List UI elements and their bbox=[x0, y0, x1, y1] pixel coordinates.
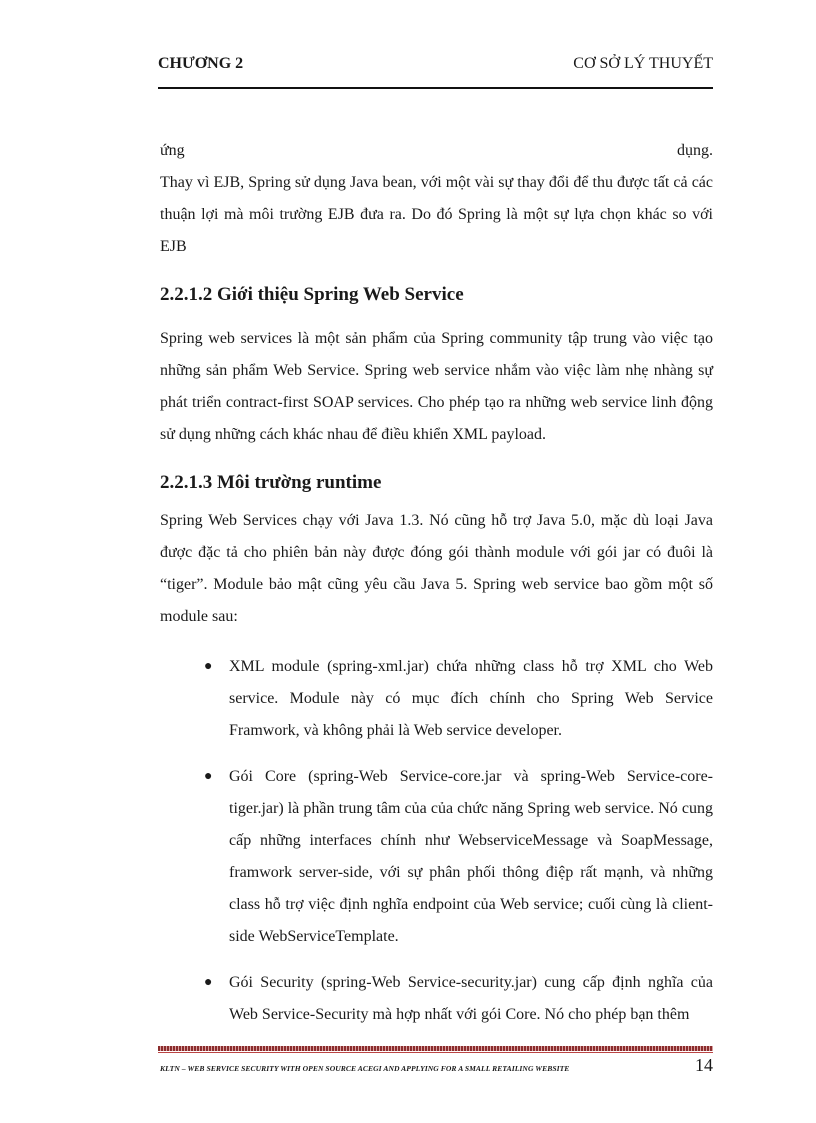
header-divider bbox=[158, 87, 713, 89]
heading-2213: 2.2.1.3 Môi trường runtime bbox=[160, 472, 382, 493]
bullet-icon: ● bbox=[204, 975, 213, 990]
heading-2212: 2.2.1.2 Giới thiệu Spring Web Service bbox=[160, 284, 464, 305]
list-item-text: Gói Security (spring-Web Service-security.jar) cung cấp định nghĩa của Web Service-Security mà hợp nhất với gói Core. Nó cho phép bạn thêm bbox=[229, 974, 713, 1023]
list-item bbox=[160, 761, 713, 953]
list-item bbox=[160, 967, 713, 1031]
footer-divider bbox=[158, 1046, 713, 1051]
intro-first-line bbox=[160, 135, 713, 167]
list-item bbox=[160, 651, 713, 747]
intro-line-right: dụng. bbox=[677, 142, 713, 159]
paragraph-2212: Spring web services là một sản phẩm của Spring community tập trung vào việc tạo những sản phẩm Web Service. Spring web service nhắm vào việc làm nhẹ nhàng sự phát triển contract-first SOAP services. Cho phép tạo ra những web service linh động sử dụng những cách khác nhau để điều khiển XML payload. bbox=[160, 330, 713, 443]
footer-divider-thin bbox=[158, 1052, 713, 1053]
page-header bbox=[158, 55, 713, 79]
bullet-icon: ● bbox=[204, 659, 213, 674]
intro-paragraph: Thay vì EJB, Spring sử dụng Java bean, với một vài sự thay đổi để thu được tất cả các thuận lợi mà môi trường EJB đưa ra. Do đó Spring là một sự lựa chọn khác so với EJB bbox=[160, 174, 713, 255]
bullet-icon: ● bbox=[204, 769, 213, 784]
chapter-label: CHƯƠNG 2 bbox=[158, 55, 244, 72]
list-item-text: XML module (spring-xml.jar) chứa những class hỗ trợ XML cho Web service. Module này có mục đích chính cho Spring Web Service Framwork, và không phải là Web service developer. bbox=[229, 658, 713, 739]
paragraph-2213: Spring Web Services chạy với Java 1.3. Nó cũng hỗ trợ Java 5.0, mặc dù loại Java được đặc tả cho phiên bản này được đóng gói thành module với gói jar có đuôi là “tiger”. Module bảo mật cũng yêu cầu Java 5. Spring web service bao gồm một số module sau: bbox=[160, 512, 713, 625]
section-label: CƠ SỞ LÝ THUYẾT bbox=[573, 55, 713, 72]
footer-title: KLTN – WEB SERVICE SECURITY WITH OPEN SOURCE ACEGI AND APPLYING FOR A SMALL RETAILING WEBSITE bbox=[160, 1064, 570, 1073]
intro-line-left: ứng bbox=[160, 142, 185, 159]
list-item-text: Gói Core (spring-Web Service-core.jar và spring-Web Service-core-tiger.jar) là phần trung tâm của của chức năng Spring web service. Nó cung cấp những interfaces chính như WebserviceMessage và SoapMessage, framwork server-side, với sự phân phối thông điệp rất mạnh, và những class hỗ trợ việc định nghĩa endpoint của Web service; cuối cùng là client-side WebServiceTemplate. bbox=[229, 768, 713, 945]
module-list bbox=[160, 651, 713, 1031]
page-body bbox=[160, 135, 713, 1045]
page-number: 14 bbox=[695, 1055, 713, 1075]
